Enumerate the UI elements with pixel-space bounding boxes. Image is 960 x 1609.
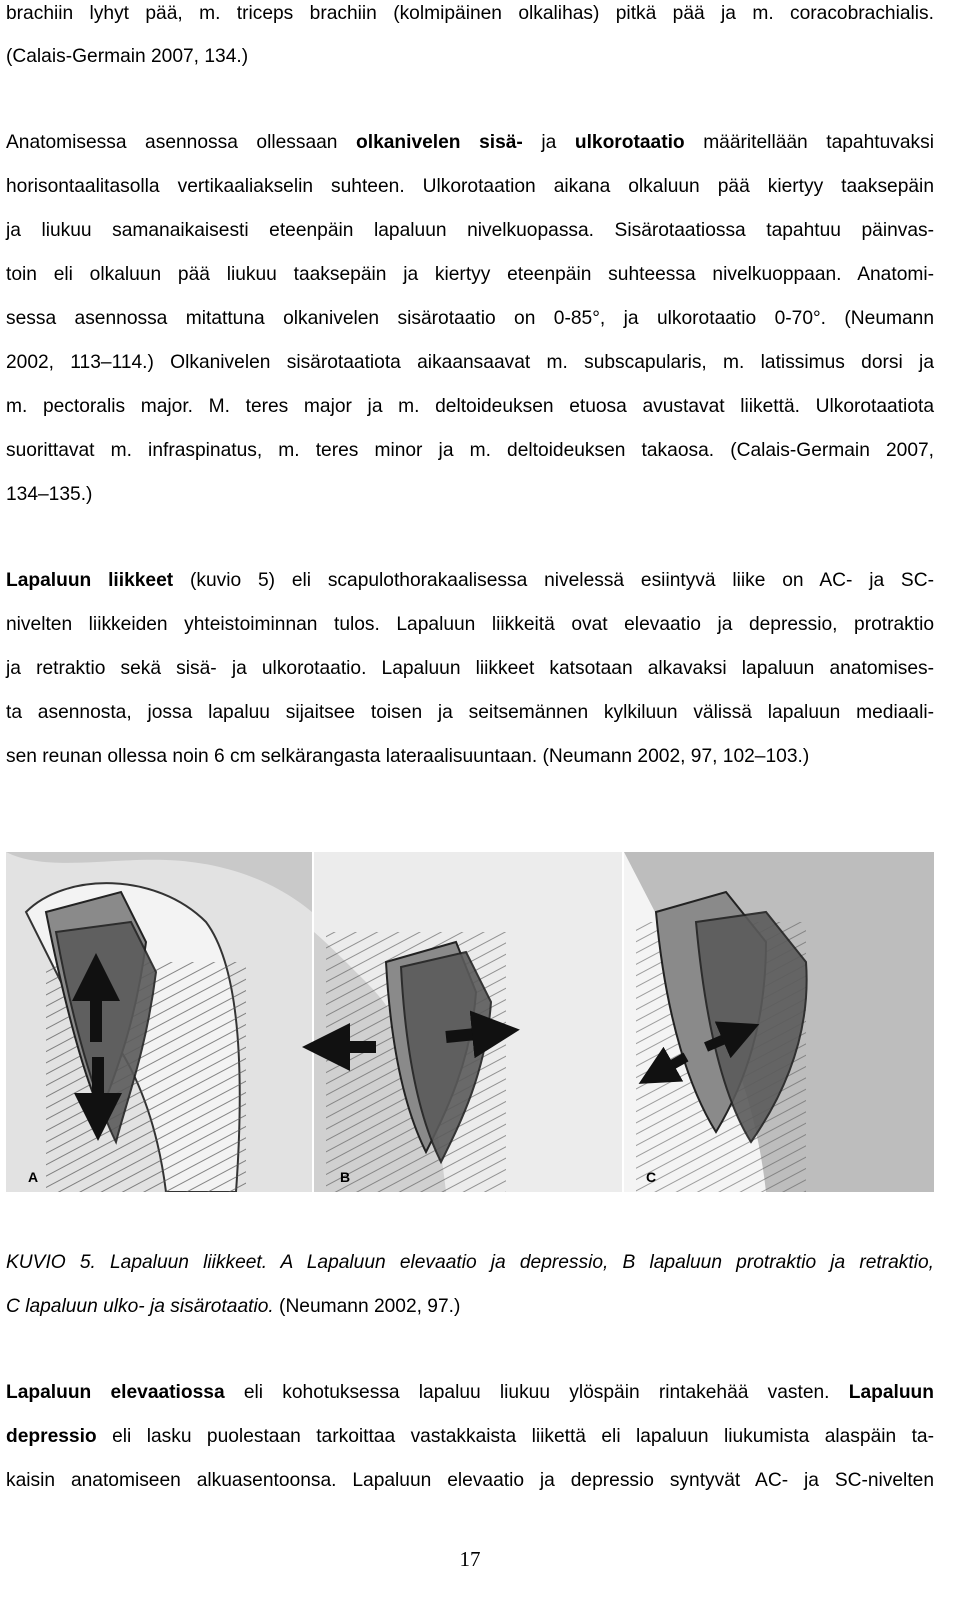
para4-line3: kaisin anatomiseen alkuasentoonsa. Lapaluun elevaatio ja depressio syntyvät AC- ja SC-nivelten <box>6 1470 934 1491</box>
text: ja <box>522 132 575 153</box>
para2-line8: suorittavat m. infraspinatus, m. teres minor ja m. deltoideuksen takaosa. (Calais-Germain 2007, <box>6 440 934 461</box>
text: eli kohotuksessa lapaluu liukuu ylöspäin rintakehää vasten. <box>224 1382 849 1403</box>
panel-a <box>6 852 312 1192</box>
panel-a-label: A <box>28 1169 39 1185</box>
para2-line1 <box>6 132 934 154</box>
arrow-right-icon <box>446 1032 496 1037</box>
para1-line2: (Calais-Germain 2007, 134.) <box>6 46 249 67</box>
para3-line3: ja retraktio sekä sisä- ja ulkorotaatio. Lapaluun liikkeet katsotaan alkavaksi lapaluun anatomises- <box>6 658 934 679</box>
para3-line4: ta asennosta, jossa lapaluu sijaitsee toisen ja seitsemännen kylkiluun välissä lapaluun mediaali- <box>6 702 934 723</box>
para2-line7: m. pectoralis major. M. teres major ja m. deltoideuksen etuosa avustavat liikettä. Ulkorotaatiota <box>6 396 934 417</box>
para4-line2 <box>6 1426 934 1448</box>
para2-line6: 2002, 113–114.) Olkanivelen sisärotaatiota aikaansaavat m. subscapularis, m. latissimus dorsi ja <box>6 352 934 373</box>
panel-b-label: B <box>340 1169 351 1185</box>
text: eli lasku puolestaan tarkoittaa vastakkaista liikettä eli lapaluun liukumista alaspäin ta- <box>96 1426 934 1447</box>
bold-term: depressio <box>6 1426 97 1447</box>
panel-c-label: C <box>646 1169 657 1185</box>
para2-line9: 134–135.) <box>6 484 93 505</box>
caption-text: C lapaluun ulko- ja sisärotaatio. <box>6 1296 274 1317</box>
caption-text: KUVIO 5. Lapaluun liikkeet. A Lapaluun elevaatio ja depressio, B lapaluun protraktio ja retraktio, <box>6 1252 934 1273</box>
para3-line1 <box>6 570 934 592</box>
page-number: 17 <box>459 1547 481 1571</box>
scapula-movements-figure <box>6 852 934 1192</box>
bold-term: ulkorotaatio <box>574 132 685 153</box>
caption-line1 <box>6 1252 934 1274</box>
bold-term: olkanivelen sisä- <box>356 132 523 153</box>
panel-c <box>624 852 934 1192</box>
panel-b <box>314 852 622 1192</box>
para3-line2: nivelten liikkeiden yhteistoiminnan tulos. Lapaluun liikkeitä ovat elevaatio ja depressio, protraktio <box>6 614 934 635</box>
caption-source: (Neumann 2002, 97.) <box>273 1296 461 1317</box>
para4-line1 <box>6 1382 934 1404</box>
para2-line2: horisontaalitasolla vertikaaliakselin suhteen. Ulkorotaation aikana olkaluun pää kiertyy taaksepäin <box>6 176 934 197</box>
bold-term: Lapaluun liikkeet <box>6 570 174 591</box>
figure-illustration <box>6 852 934 1192</box>
caption-line2 <box>6 1296 934 1318</box>
para2-line4: toin eli olkaluun pää liukuu taaksepäin ja kiertyy eteenpäin suhteessa nivelkuoppaan. Anatomi- <box>6 264 934 285</box>
para2-line3: ja liukuu samanaikaisesti eteenpäin lapaluun nivelkuopassa. Sisärotaatiossa tapahtuu päinvas- <box>6 220 934 241</box>
text: (kuvio 5) eli scapulothorakaalisessa nivelessä esiintyvä liike on AC- ja SC- <box>173 570 934 591</box>
text: määritellään tapahtuvaksi <box>684 132 934 153</box>
para2-line5: sessa asennossa mitattuna olkanivelen sisärotaatio on 0-85°, ja ulkorotaatio 0-70°. (Neumann <box>6 308 934 329</box>
para3-line5: sen reunan ollessa noin 6 cm selkärangasta lateraalisuuntaan. (Neumann 2002, 97, 102–103.) <box>6 746 810 767</box>
bold-term: Lapaluun elevaatiossa <box>6 1382 225 1403</box>
text: Anatomisessa asennossa ollessaan <box>6 132 357 153</box>
bold-term: Lapaluun <box>848 1382 934 1403</box>
para1-line1: brachiin lyhyt pää, m. triceps brachiin (kolmipäinen olkalihas) pitkä pää ja m. coracobrachialis. <box>6 3 934 24</box>
